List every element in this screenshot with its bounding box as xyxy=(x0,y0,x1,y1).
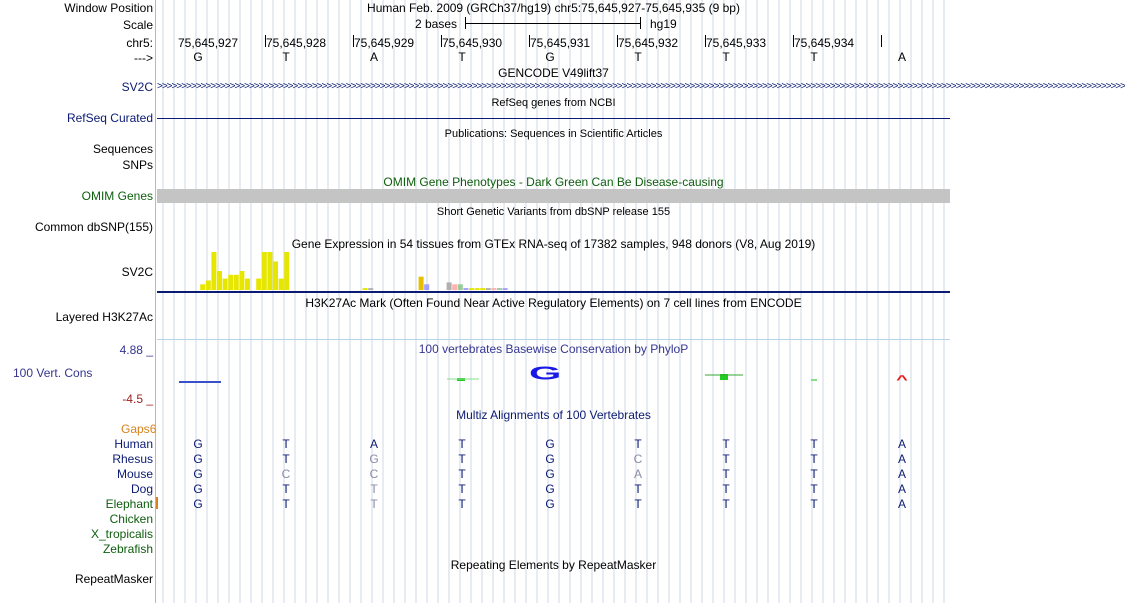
alignment-base: A xyxy=(633,467,642,481)
alignment-base: A xyxy=(897,482,906,496)
alignment-base: T xyxy=(282,482,290,496)
gtex-bar[interactable] xyxy=(368,288,373,290)
scale-text: 2 bases xyxy=(415,17,458,31)
alignment-base: T xyxy=(458,452,466,466)
species-label-chicken[interactable]: Chicken xyxy=(109,512,153,526)
gaps-count: 6 xyxy=(149,422,157,436)
gtex-bar[interactable] xyxy=(234,275,239,290)
cons-large-g-glyph: G xyxy=(529,363,562,384)
gencode-track-title[interactable]: GENCODE V49lift37 xyxy=(498,66,609,80)
reference-base: T xyxy=(722,50,730,64)
cons-mark-4 xyxy=(811,379,817,381)
cons-mark-1 xyxy=(179,381,221,383)
alignment-base: T xyxy=(458,497,466,511)
gtex-bar[interactable] xyxy=(228,275,233,290)
alignment-base: G xyxy=(545,482,555,496)
gtex-bar[interactable] xyxy=(239,271,244,290)
alignment-base: C xyxy=(281,467,291,481)
alignment-base: G xyxy=(193,467,203,481)
scale-bar xyxy=(465,23,641,24)
alignment-base: T xyxy=(722,467,730,481)
gtex-bar[interactable] xyxy=(463,288,468,290)
species-label-rhesus[interactable]: Rhesus xyxy=(112,452,153,466)
alignment-base: T xyxy=(722,497,730,511)
scale-bar-left-tick xyxy=(465,17,466,29)
gtex-bar[interactable] xyxy=(200,284,205,290)
alignment-base: C xyxy=(369,467,379,481)
alignment-base: T xyxy=(282,452,290,466)
conservation-track-label[interactable]: 100 Vert. Cons xyxy=(13,366,93,380)
reference-base: A xyxy=(369,50,378,64)
alignment-base: G xyxy=(193,452,203,466)
gencode-gene-line[interactable]: >>>>>>>>>>>>>>>>>>>>>>>>>>>>>>>>>>>>>>>>>>>>>>>>>>>>>>>>>>>>>>>>>>>>>>>>>>>>>>>>>>>>>>>>>>>>>>>>>>>>>>>>>>>>>>>>>>>>>>>>>>>>>>>>>>>>>>>>>>>>>>>>>>>>>>>>>>>>>>>>>>>>>>>>>>>>>>>>>>>>>>>>>>>>>>>>>>>>>>>> xyxy=(157,81,1125,92)
alignment-base: G xyxy=(193,497,203,511)
ruler-position-label: 75,645,933 xyxy=(706,36,767,50)
window-position-text: Human Feb. 2009 (GRCh37/hg19) chr5:75,645,927-75,645,935 (9 bp) xyxy=(367,1,740,15)
left-border xyxy=(155,0,156,603)
alignment-base: G xyxy=(193,482,203,496)
omim-genes-label[interactable]: OMIM Genes xyxy=(81,189,153,203)
species-label-dog[interactable]: Dog xyxy=(130,482,153,496)
repeatmasker-track-title[interactable]: Repeating Elements by RepeatMasker xyxy=(450,558,657,572)
alignment-base: G xyxy=(545,497,555,511)
alignment-base: T xyxy=(282,497,290,511)
alignment-base: G xyxy=(545,437,555,451)
gtex-bar[interactable] xyxy=(363,288,368,290)
snps-label[interactable]: SNPs xyxy=(122,158,153,172)
refseq-curated-label[interactable]: RefSeq Curated xyxy=(66,111,153,125)
chrom-label: chr5: xyxy=(126,36,153,50)
alignment-base: T xyxy=(634,437,642,451)
gtex-bar[interactable] xyxy=(223,279,228,290)
alignment-base: T xyxy=(634,482,642,496)
alignment-base: T xyxy=(458,482,466,496)
alignment-base: T xyxy=(370,482,378,496)
gtex-bar[interactable] xyxy=(245,279,250,290)
species-label-mouse[interactable]: Mouse xyxy=(116,467,153,481)
gtex-bar[interactable] xyxy=(424,284,429,290)
gtex-bar[interactable] xyxy=(284,252,289,290)
alignment-base: T xyxy=(810,482,818,496)
gtex-bar[interactable] xyxy=(267,252,272,290)
omim-gene-bar[interactable] xyxy=(157,189,950,203)
species-label-human[interactable]: Human xyxy=(114,437,153,451)
alignment-base: T xyxy=(810,467,818,481)
alignment-base: T xyxy=(722,437,730,451)
cons-red-glyph: ^ xyxy=(896,373,908,387)
alignment-base: A xyxy=(897,452,906,466)
reference-base: T xyxy=(282,50,290,64)
scale-label: Scale xyxy=(122,18,153,32)
multiz-track-title[interactable]: Multiz Alignments of 100 Vertebrates xyxy=(456,408,651,422)
gtex-sv2c-label[interactable]: SV2C xyxy=(121,265,153,279)
gtex-bar[interactable] xyxy=(452,284,457,290)
reference-base: A xyxy=(897,50,906,64)
gtex-bar[interactable] xyxy=(480,288,485,290)
gaps-label-text: Gaps xyxy=(121,422,150,436)
species-label-zebrafish[interactable]: Zebrafish xyxy=(102,542,153,556)
common-dbsnp-label[interactable]: Common dbSNP(155) xyxy=(34,220,153,234)
gtex-bar-chart[interactable] xyxy=(157,252,950,294)
gtex-bar[interactable] xyxy=(503,288,508,290)
alignment-base: T xyxy=(282,437,290,451)
refseq-track-title[interactable]: RefSeq genes from NCBI xyxy=(491,97,616,109)
species-label-x_tropicalis[interactable]: X_tropicalis xyxy=(90,527,153,541)
alignment-base: T xyxy=(722,452,730,466)
layered-h3k27ac-label[interactable]: Layered H3K27Ac xyxy=(55,310,153,324)
alignment-base: A xyxy=(369,437,378,451)
gtex-bar[interactable] xyxy=(475,288,480,290)
alignment-base: C xyxy=(633,452,643,466)
h3k27ac-baseline xyxy=(157,339,950,340)
alignment-base: G xyxy=(193,437,203,451)
alignment-base: A xyxy=(897,467,906,481)
ruler-position-label: 75,645,929 xyxy=(354,36,415,50)
gtex-bar[interactable] xyxy=(458,284,463,290)
gaps-label[interactable] xyxy=(121,422,156,436)
conservation-max-label: 4.88 _ xyxy=(119,343,153,357)
alignment-base: T xyxy=(810,452,818,466)
gap-marker xyxy=(156,497,158,509)
strand-label: ---> xyxy=(134,51,153,65)
publications-track-title[interactable]: Publications: Sequences in Scientific Articles xyxy=(444,128,663,140)
ruler-position-label: 75,645,934 xyxy=(794,36,855,50)
conservation-track-title[interactable]: 100 vertebrates Basewise Conservation by PhyloP xyxy=(418,342,689,356)
gtex-bar[interactable] xyxy=(497,288,502,290)
reference-base: G xyxy=(193,50,203,64)
window-position-label: Window Position xyxy=(64,1,153,15)
gtex-bar[interactable] xyxy=(279,279,284,290)
species-label-elephant[interactable]: Elephant xyxy=(105,497,153,511)
conservation-plot[interactable] xyxy=(157,360,950,390)
gtex-bar[interactable] xyxy=(491,288,496,290)
gencode-sv2c-label[interactable]: SV2C xyxy=(121,80,153,94)
reference-base: G xyxy=(545,50,555,64)
scale-bar-right-tick xyxy=(640,17,641,29)
omim-track-title[interactable]: OMIM Gene Phenotypes - Dark Green Can Be Disease-causing xyxy=(383,175,724,189)
ruler-tick xyxy=(881,35,882,47)
gtex-track-title[interactable]: Gene Expression in 54 tissues from GTEx RNA-seq of 17382 samples, 948 donors (V8, Aug 2019) xyxy=(291,237,816,251)
alignment-base: T xyxy=(810,437,818,451)
alignment-base: T xyxy=(810,497,818,511)
alignment-base: T xyxy=(458,467,466,481)
alignment-base: G xyxy=(545,452,555,466)
ruler-position-label: 75,645,932 xyxy=(618,36,679,50)
reference-base: T xyxy=(810,50,818,64)
scale-assembly: hg19 xyxy=(650,17,677,31)
gtex-bar[interactable] xyxy=(486,288,491,290)
gtex-bar[interactable] xyxy=(469,288,474,290)
alignment-base: T xyxy=(634,497,642,511)
conservation-min-label: -4.5 _ xyxy=(122,392,153,406)
gtex-bar[interactable] xyxy=(262,252,267,290)
h3k27ac-track-title[interactable]: H3K27Ac Mark (Often Found Near Active Regulatory Elements) on 7 cell lines from ENCODE xyxy=(305,296,802,310)
gtex-bar[interactable] xyxy=(256,279,261,290)
gtex-bar[interactable] xyxy=(447,282,452,290)
ruler-position-label: 75,645,928 xyxy=(266,36,327,50)
repeatmasker-label[interactable]: RepeatMasker xyxy=(74,572,153,586)
dbsnp-track-title[interactable]: Short Genetic Variants from dbSNP release 155 xyxy=(436,206,671,218)
alignment-base: A xyxy=(897,497,906,511)
ruler-position-label: 75,645,931 xyxy=(530,36,591,50)
gtex-bar[interactable] xyxy=(206,281,211,291)
ruler-position-label: 75,645,927 xyxy=(178,36,239,50)
ruler-position-label: 75,645,930 xyxy=(442,36,503,50)
gtex-bar[interactable] xyxy=(273,262,278,291)
gtex-bar[interactable] xyxy=(211,252,216,290)
refseq-gene-line[interactable] xyxy=(157,118,950,119)
reference-base: T xyxy=(458,50,466,64)
alignment-base: G xyxy=(369,452,379,466)
alignment-base: T xyxy=(458,437,466,451)
alignment-base: G xyxy=(545,467,555,481)
alignment-base: T xyxy=(370,497,378,511)
reference-base: T xyxy=(634,50,642,64)
alignment-base: T xyxy=(722,482,730,496)
alignment-base: A xyxy=(897,437,906,451)
gtex-bar[interactable] xyxy=(217,271,222,290)
gtex-bar[interactable] xyxy=(419,277,424,290)
sequences-label[interactable]: Sequences xyxy=(92,142,153,156)
